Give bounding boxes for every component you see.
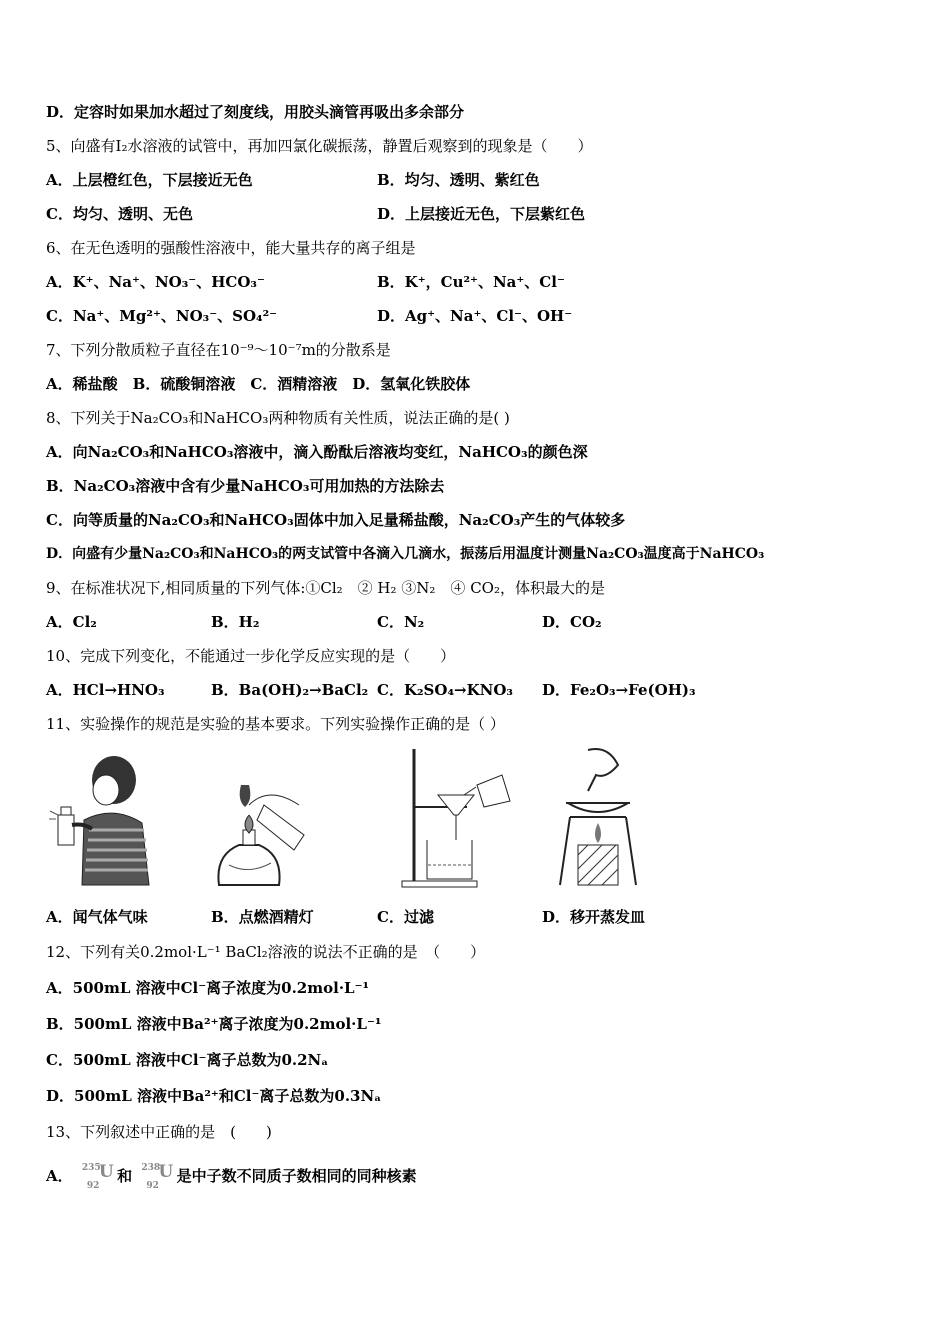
iso1-mass: 235 bbox=[81, 1163, 101, 1173]
q6-option-a: A．K⁺、Na⁺、NO₃⁻、HCO₃⁻ bbox=[46, 273, 265, 291]
q9-option-c: C．N₂ bbox=[377, 613, 425, 631]
evaporating-dish-illustration bbox=[548, 745, 648, 890]
iso2-atomic-number: 92 bbox=[146, 1181, 159, 1191]
iso2-symbol: U bbox=[158, 1162, 174, 1182]
uranium-238-isotope bbox=[137, 1162, 174, 1191]
q12-option-c: C．500mL 溶液中Cl⁻离子总数为0.2Nₐ bbox=[46, 1051, 329, 1069]
q9-option-a: A．Cl₂ bbox=[46, 613, 97, 631]
q12-option-b: B．500mL 溶液中Ba²⁺离子浓度为0.2mol·L⁻¹ bbox=[46, 1015, 382, 1033]
q8-option-b: B．Na₂CO₃溶液中含有少量NaHCO₃可用加热的方法除去 bbox=[46, 477, 445, 495]
q10-option-b: B．Ba(OH)₂→BaCl₂ bbox=[211, 681, 369, 699]
q12-option-d: D．500mL 溶液中Ba²⁺和Cl⁻离子总数为0.3Nₐ bbox=[46, 1087, 382, 1105]
q7-options: A．稀盐酸 B．硫酸铜溶液 C．酒精溶液 D．氢氧化铁胶体 bbox=[46, 375, 471, 393]
q10-option-d: D．Fe₂O₃→Fe(OH)₃ bbox=[542, 681, 696, 699]
q12-stem: 12、下列有关0.2mol·L⁻¹ BaCl₂溶液的说法不正确的是 （ ） bbox=[46, 943, 486, 961]
q11-option-b: B．点燃酒精灯 bbox=[211, 908, 314, 926]
q13-option-a bbox=[46, 1164, 417, 1190]
q6-option-c: C．Na⁺、Mg²⁺、NO₃⁻、SO₄²⁻ bbox=[46, 307, 278, 325]
q8-option-c: C．向等质量的Na₂CO₃和NaHCO₃固体中加入足量稀盐酸，Na₂CO₃产生的气体较多 bbox=[46, 511, 626, 529]
q11-option-a: A．闻气体气味 bbox=[46, 908, 148, 926]
q5-option-b: B．均匀、透明、紫红色 bbox=[377, 171, 540, 189]
iso1-atomic-number: 92 bbox=[86, 1181, 100, 1191]
alcohol-lamp-illustration bbox=[209, 745, 319, 890]
q5-option-d: D．上层接近无色，下层紫红色 bbox=[377, 205, 586, 223]
q9-stem: 9、在标准状况下,相同质量的下列气体:①Cl₂ ② H₂ ③N₂ ④ CO₂，体积最大的是 bbox=[46, 579, 605, 597]
q11-option-d: D．移开蒸发皿 bbox=[542, 908, 646, 926]
q5-stem: 5、向盛有I₂水溶液的试管中，再加四氯化碳振荡，静置后观察到的现象是（ ） bbox=[46, 137, 593, 155]
iso2-mass: 238 bbox=[141, 1163, 161, 1173]
iso1-symbol: U bbox=[98, 1162, 114, 1182]
q10-option-c: C．K₂SO₄→KNO₃ bbox=[377, 681, 513, 699]
q6-option-b: B．K⁺，Cu²⁺、Na⁺、Cl⁻ bbox=[377, 273, 565, 291]
q13-option-a-text: 是中子数不同质子数相同的同种核素 bbox=[176, 1167, 417, 1185]
q11-option-c: C．过滤 bbox=[377, 908, 434, 926]
q8-option-a: A．向Na₂CO₃和NaHCO₃溶液中，滴入酚酞后溶液均变红，NaHCO₃的颜色深 bbox=[46, 443, 588, 461]
q8-option-d: D．向盛有少量Na₂CO₃和NaHCO₃的两支试管中各滴入几滴水，振荡后用温度计测量Na₂CO₃温度高于NaHCO₃ bbox=[46, 546, 765, 562]
filtration-illustration bbox=[392, 745, 522, 890]
q11-stem: 11、实验操作的规范是实验的基本要求。下列实验操作正确的是（ ） bbox=[46, 715, 505, 733]
q5-option-c: C．均匀、透明、无色 bbox=[46, 205, 193, 223]
uranium-235-isotope bbox=[78, 1164, 112, 1190]
q13-conj: 和 bbox=[117, 1167, 133, 1185]
q8-stem: 8、下列关于Na₂CO₃和NaHCO₃两种物质有关性质，说法正确的是( ) bbox=[46, 409, 510, 427]
q7-stem: 7、下列分散质粒子直径在10⁻⁹～10⁻⁷m的分散系是 bbox=[46, 341, 391, 359]
q12-option-a: A．500mL 溶液中Cl⁻离子浓度为0.2mol·L⁻¹ bbox=[46, 979, 370, 997]
q6-option-d: D．Ag⁺、Na⁺、Cl⁻、OH⁻ bbox=[377, 307, 573, 325]
q5-option-a: A．上层橙红色，下层接近无色 bbox=[46, 171, 253, 189]
q9-option-b: B．H₂ bbox=[211, 613, 260, 631]
q13-option-a-label: A． bbox=[46, 1167, 73, 1185]
q9-option-d: D．CO₂ bbox=[542, 613, 602, 631]
q13-stem: 13、下列叙述中正确的是 ( ) bbox=[46, 1123, 272, 1141]
q4-option-d: D．定容时如果加水超过了刻度线，用胶头滴管再吸出多余部分 bbox=[46, 103, 465, 121]
q10-stem: 10、完成下列变化，不能通过一步化学反应实现的是（ ） bbox=[46, 647, 456, 665]
q6-stem: 6、在无色透明的强酸性溶液中，能大量共存的离子组是 bbox=[46, 239, 416, 257]
smell-gas-illustration bbox=[44, 745, 164, 890]
q10-option-a: A．HCl→HNO₃ bbox=[46, 681, 165, 699]
